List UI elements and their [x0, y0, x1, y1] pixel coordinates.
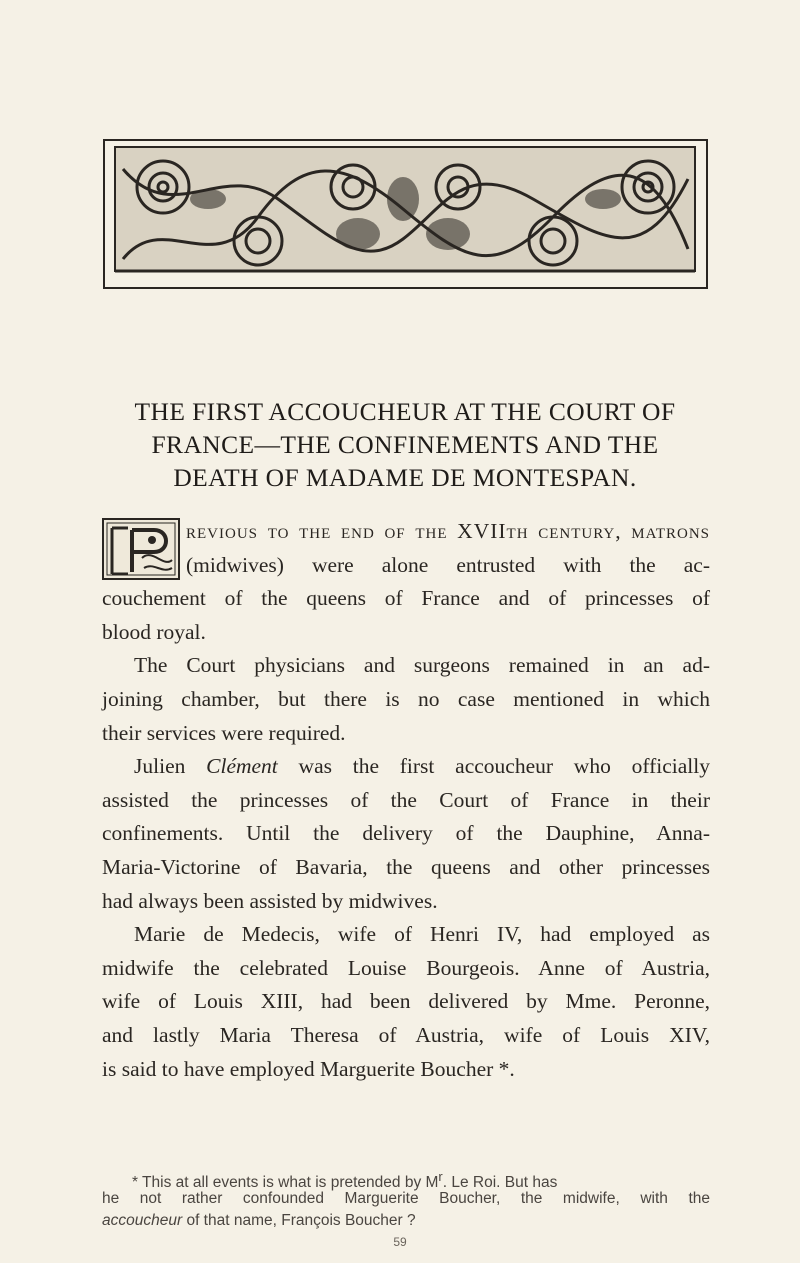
paragraph-2-line-3: their services were required.: [102, 720, 346, 745]
title-line-2: FRANCE—THE CONFINEMENTS AND THE: [151, 430, 659, 459]
paragraph-2-line-2: joining chamber, but there is no case mentioned in which: [102, 686, 710, 711]
paragraph-3-line-2: assisted the princesses of the Court of France in their: [102, 787, 710, 812]
footnote: [102, 1166, 710, 1232]
footnote-line-2: he not rather confounded Marguerite Boucher, the midwife, with the: [102, 1190, 710, 1207]
paragraph-3-line-3: confinements. Until the delivery of the Dauphine, Anna-: [102, 821, 710, 846]
paragraph-1-line-3: couchement of the queens of France and of princesses of: [102, 586, 710, 611]
ornamental-headpiece: [103, 139, 708, 289]
footnote-line-1: [102, 1166, 710, 1192]
chapter-title: [100, 395, 710, 494]
page-number: 59: [393, 1235, 407, 1249]
paragraph-1-line-2: (midwives) were alone entrusted with the ac-: [186, 552, 710, 577]
paragraph-4-line-3: wife of Louis XIII, had been delivered by Mme. Peronne,: [102, 989, 710, 1014]
paragraph-4-line-5: is said to have employed Marguerite Boucher *.: [102, 1056, 515, 1081]
paragraph-1-line-1: [102, 515, 710, 549]
title-line-1: THE FIRST ACCOUCHEUR AT THE COURT OF: [134, 397, 676, 426]
name-clement: Clément: [206, 754, 278, 779]
footnote-italic-word: accoucheur: [102, 1212, 183, 1229]
footnote-line-3: [102, 1210, 710, 1232]
footnote-line-1-end: . Le Roi. But has: [442, 1174, 558, 1192]
body-text: [102, 515, 710, 1086]
paragraph-3-line-1-start: Julien: [134, 754, 207, 779]
paragraph-1-line-4: blood royal.: [102, 619, 206, 644]
paragraph-2-line-1: The Court physicians and surgeons remained in an ad-: [134, 653, 710, 678]
footnote-line-3-end: of that name, François Boucher ?: [182, 1212, 416, 1229]
footnote-superscript: r: [438, 1169, 443, 1184]
paragraph-3-line-1-end: was the first accoucheur who officially: [277, 754, 710, 779]
footnote-line-1-start: * This at all events is what is pretended by M: [132, 1174, 439, 1192]
paragraph-3-line-1: [102, 750, 710, 784]
paragraph-4-line-2: midwife the celebrated Louise Bourgeois. Anne of Austria,: [102, 955, 710, 980]
paragraph-4-line-1: Marie de Medecis, wife of Henri IV, had employed as: [134, 922, 710, 947]
title-line-3: DEATH OF MADAME DE MONTESPAN.: [173, 463, 637, 492]
paragraph-4-line-4: and lastly Maria Theresa of Austria, wife of Louis XIV,: [102, 1022, 710, 1047]
paragraph-3-line-4: Maria-Victorine of Bavaria, the queens and other princesses: [102, 854, 710, 879]
small-caps-opening: revious to the end of the XVIIth century, matrons: [186, 519, 710, 543]
paragraph-3-line-5: had always been assisted by midwives.: [102, 888, 438, 913]
